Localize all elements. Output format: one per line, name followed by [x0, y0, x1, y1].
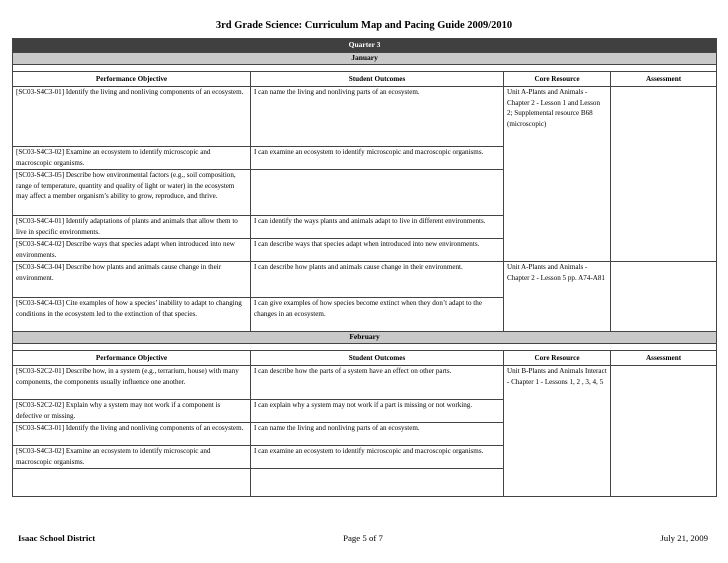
- outcome-cell: I can examine an ecosystem to identify microscopic and macroscopic organisms.: [251, 446, 504, 469]
- header-performance-objective: Performance Objective: [13, 72, 251, 87]
- objective-cell: [SC03-S4C3-02] Examine an ecosystem to identify microscopic and macroscopic organisms.: [13, 147, 251, 170]
- objective-cell: [13, 469, 251, 497]
- objective-cell: [SC03-S4C4-03] Cite examples of how a species’ inability to adapt to changing conditions in the ecosystem led to the extinction of that species.: [13, 298, 251, 332]
- core-resource-cell: Unit A-Plants and Animals - Chapter 2 - Lesson 5 pp. A74-A81: [504, 262, 611, 332]
- header-performance-objective: Performance Objective: [13, 351, 251, 366]
- objective-cell: [SC03-S2C2-02] Explain why a system may not work if a component is defective or missing.: [13, 400, 251, 423]
- header-core-resource: Core Resource: [504, 72, 611, 87]
- header-assessment: Assessment: [611, 351, 717, 366]
- core-resource-cell: Unit B-Plants and Animals Interact - Chapter 1 - Lessons 1, 2 , 3, 4, 5: [504, 366, 611, 497]
- core-resource-cell: Unit A-Plants and Animals - Chapter 2 - Lesson 1 and Lesson 2; Supplemental resource B68 (microscopic): [504, 87, 611, 262]
- outcome-cell: [251, 469, 504, 497]
- objective-cell: [SC03-S4C3-01] Identify the living and nonliving components of an ecosystem.: [13, 423, 251, 446]
- objective-cell: [SC03-S4C4-01] Identify adaptations of plants and animals that allow them to live in specific environments.: [13, 216, 251, 239]
- spacer-row: [13, 65, 717, 72]
- outcome-cell: I can explain why a system may not work if a part is missing or not working.: [251, 400, 504, 423]
- month-banner-february: February: [13, 332, 717, 344]
- curriculum-table: [12, 38, 717, 497]
- assessment-cell: [611, 262, 717, 332]
- outcome-cell: I can name the living and nonliving parts of an ecosystem.: [251, 423, 504, 446]
- outcome-cell: I can give examples of how species become extinct when they don’t adapt to the changes in an ecosystem.: [251, 298, 504, 332]
- footer-district: Isaac School District: [18, 533, 96, 543]
- month-banner-january: January: [13, 53, 717, 65]
- outcome-cell: I can describe how the parts of a system have an effect on other parts.: [251, 366, 504, 400]
- outcome-cell: I can identify the ways plants and animals adapt to live in different environments.: [251, 216, 504, 239]
- outcome-cell: I can name the living and nonliving parts of an ecosystem.: [251, 87, 504, 147]
- header-student-outcomes: Student Outcomes: [251, 72, 504, 87]
- objective-cell: [SC03-S4C4-02] Describe ways that species adapt when introduced into new environments.: [13, 239, 251, 262]
- document-title: 3rd Grade Science: Curriculum Map and Pacing Guide 2009/2010: [215, 20, 513, 31]
- objective-cell: [SC03-S2C2-01] Describe how, in a system (e.g., terrarium, house) with many components, the components usually influence one another.: [13, 366, 251, 400]
- header-assessment: Assessment: [611, 72, 717, 87]
- header-core-resource: Core Resource: [504, 351, 611, 366]
- objective-cell: [SC03-S4C3-05] Describe how environmental factors (e.g., soil composition, range of temperature, quantity and quality of light or water) in the ecosystem may affect a member organism’s ability to grow, reproduce, and thrive.: [13, 170, 251, 216]
- outcome-cell: [251, 170, 504, 216]
- assessment-cell: [611, 366, 717, 497]
- objective-cell: [SC03-S4C3-02] Examine an ecosystem to identify microscopic and macroscopic organisms.: [13, 446, 251, 469]
- footer-page-number: Page 5 of 7: [343, 533, 383, 543]
- assessment-cell: [611, 87, 717, 262]
- header-student-outcomes: Student Outcomes: [251, 351, 504, 366]
- curriculum-page: [12, 12, 716, 497]
- objective-cell: [SC03-S4C3-01] Identify the living and nonliving components of an ecosystem.: [13, 87, 251, 147]
- objective-cell: [SC03-S4C3-04] Describe how plants and animals cause change in their environment.: [13, 262, 251, 298]
- footer-date: July 21, 2009: [660, 533, 708, 543]
- outcome-cell: I can describe ways that species adapt when introduced into new environments.: [251, 239, 504, 262]
- outcome-cell: I can examine an ecosystem to identify microscopic and macroscopic organisms.: [251, 147, 504, 170]
- outcome-cell: I can describe how plants and animals cause change in their environment.: [251, 262, 504, 298]
- quarter-banner: Quarter 3: [13, 39, 717, 53]
- spacer-row: [13, 344, 717, 351]
